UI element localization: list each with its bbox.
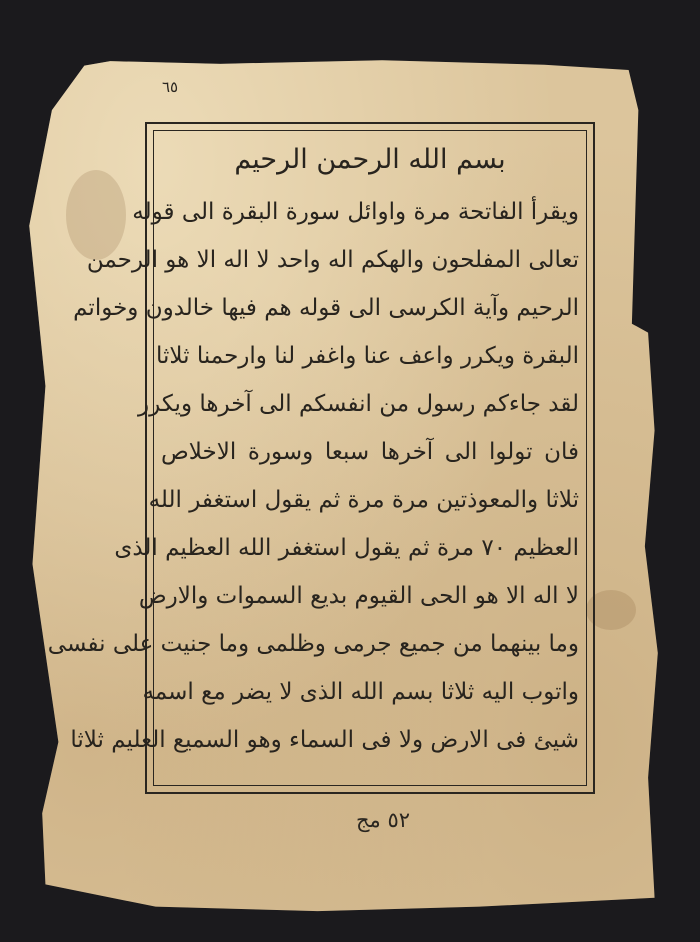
text-line: واتوب اليه ثلاثا بسم الله الذى لا يضر مع اسمه [142,679,579,705]
text-line: شيئ فى الارض ولا فى السماء وهو السميع العليم ثلاثا [70,727,579,753]
text-line: ويقرأ الفاتحة مرة واوائل سورة البقرة الى قوله [132,199,579,225]
text-line: لقد جاءكم رسول من انفسكم الى آخرها ويكرر [138,391,579,417]
text-line: الرحيم وآية الكرسى الى قوله هم فيها خالدون وخواتم [73,295,579,321]
text-frame [47,122,595,794]
text-line: لا اله الا هو الحى القيوم بديع السموات والارض [138,583,579,609]
text-line: تعالى المفلحون والهكم اله واحد لا اله الا هو الرحمن [86,247,579,273]
signature-mark: ٥٢ مج [356,808,411,832]
text-line: العظيم ٧٠ مرة ثم يقول استغفر الله العظيم الذى [114,535,579,561]
text-line: ثلاثا والمعوذتين مرة مرة ثم يقول استغفر الله [148,487,579,513]
text-block [47,132,579,764]
page-number: ٦٥ [162,78,179,96]
text-line: البقرة ويكرر واعف عنا واغفر لنا وارحمنا ثلاثا [155,343,579,369]
text-line: فان تولوا الى آخرها سبعا وسورة الاخلاص [161,439,579,465]
basmala-heading: بسم الله الرحمن الرحيم [234,144,506,175]
text-line: وما بينهما من جميع جرمى وظلمى وما جنيت على نفسى [47,631,579,657]
